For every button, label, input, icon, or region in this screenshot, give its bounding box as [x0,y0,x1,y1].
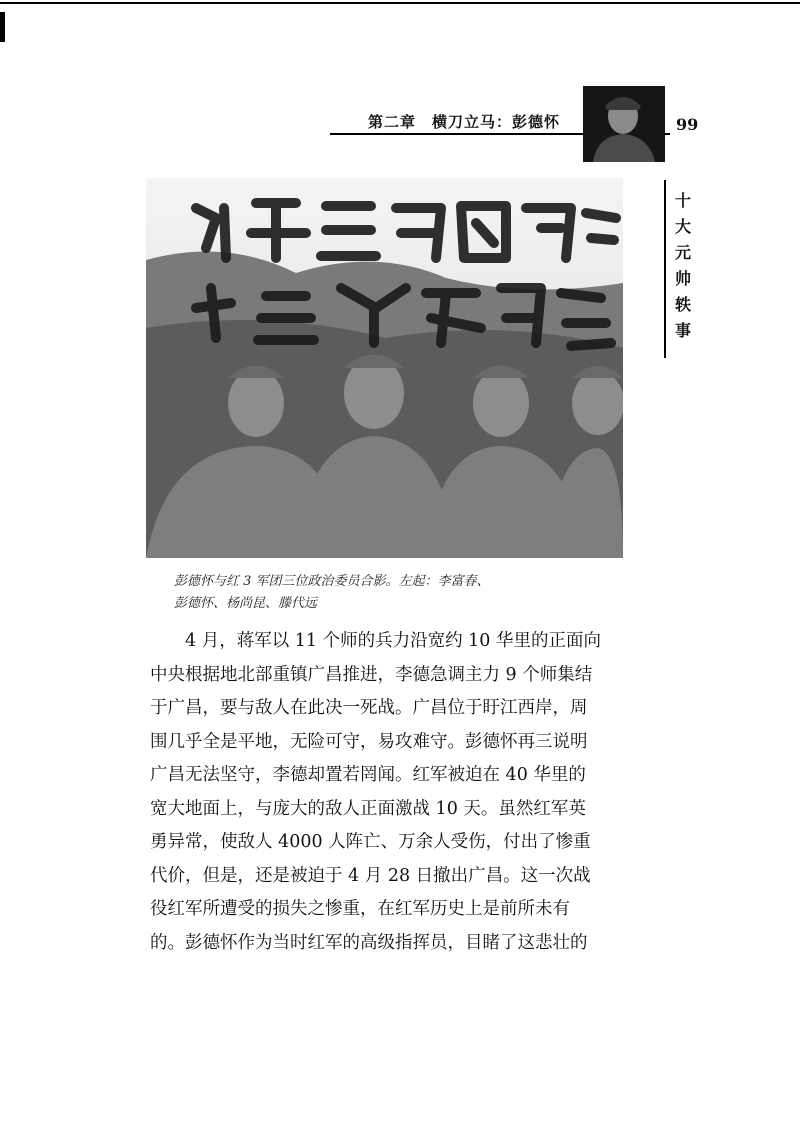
side-title-char: 大 [674,217,691,236]
page-number: 99 [676,115,699,134]
side-title-char: 十 [674,191,691,210]
body-line: 宽大地面上，与庞大的敌人正面激战 10 天。虽然红军英 [150,798,586,819]
side-book-title [672,188,694,344]
body-line: 役红军所遭受的损失之惨重，在红军历史上是前所未有 [150,899,570,919]
top-border-rule [0,2,800,4]
body-line: 4 月，蒋军以 11 个师的兵力沿宽约 10 华里的正面向 [150,631,601,651]
side-title-char: 元 [674,243,691,262]
body-line: 中央根据地北部重镇广昌推进，李德急调主力 9 个师集结 [150,664,593,685]
historical-group-photo [146,178,623,558]
corner-mark [0,12,5,42]
body-line: 勇异常，使敌人 4000 人阵亡、万余人受伤，付出了惨重 [150,832,591,852]
side-title-char: 帅 [674,269,691,288]
body-line: 的。彭德怀作为当时红军的高级指挥员，目睹了这悲壮的 [150,932,588,953]
photo-caption [174,571,624,615]
body-paragraph [150,625,640,960]
caption-line: 彭德怀与红 3 军团三位政治委员合影。左起：李富春、 [174,574,490,589]
chapter-title: 第二章 横刀立马：彭德怀 [368,113,561,131]
side-title-char: 事 [674,321,691,340]
side-title-char: 轶 [674,295,691,314]
header-portrait-image [583,86,665,162]
caption-line: 彭德怀、杨尚昆、滕代远 [174,596,318,611]
side-rule [664,180,666,358]
body-line: 围几乎全是平地，无险可守，易攻难守。彭德怀再三说明 [150,731,588,752]
body-line: 于广昌，要与敌人在此决一死战。广昌位于盱江西岸，周 [150,698,588,718]
body-line: 广昌无法坚守，李德却置若罔闻。红军被迫在 40 华里的 [150,765,586,785]
body-line: 代价，但是，还是被迫于 4 月 28 日撤出广昌。这一次战 [150,865,591,886]
